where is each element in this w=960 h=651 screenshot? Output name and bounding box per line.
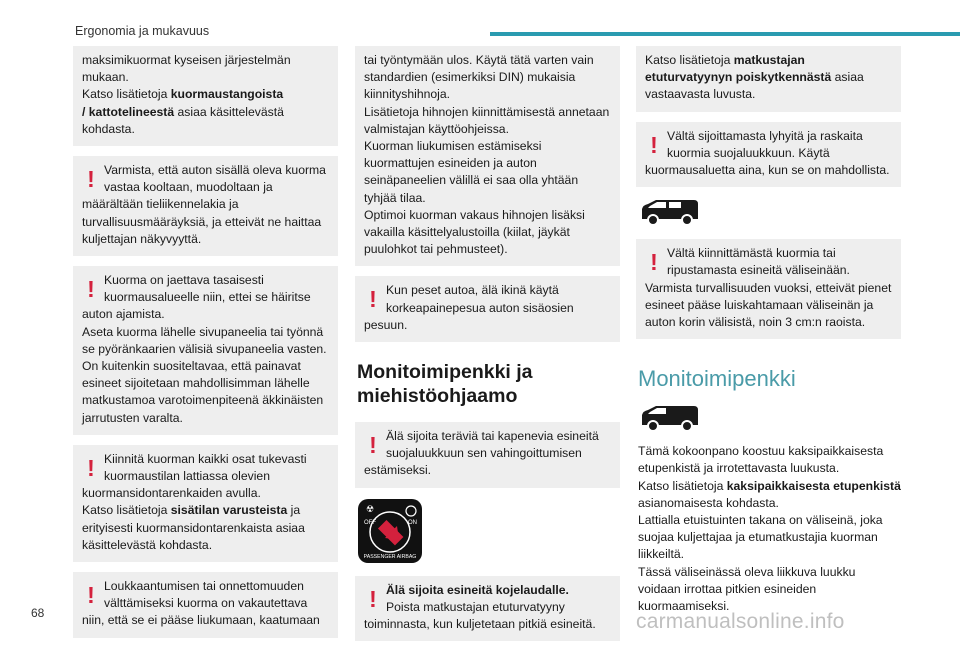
text: Katso lisätietoja — [638, 478, 727, 493]
paragraph: Lattialla etuistuinten takana on väliseinä, joka suojaa kuljettajaa ja etumatkustajia kuorman liikkeiltä. — [638, 513, 883, 562]
warning-text: Varmista turvallisuuden vuoksi, etteivät pienet esineet pääse luiskahtamaan väliseinän ja auton korin välisistä, noin 3 cm:n raoista. — [645, 280, 892, 330]
text: asiaa käsittelevästä — [174, 104, 284, 119]
van-icon — [638, 197, 901, 227]
warning-icon: ! — [369, 432, 377, 459]
page-number: 68 — [31, 606, 45, 620]
warning-text: Älä sijoita teräviä tai kapenevia esineitä suojaluukkuun sen vahingoittumisen estämiseksi. — [364, 429, 599, 478]
link-text-roof-rack: / kattotelineestä — [82, 104, 175, 119]
link-text-interior-fittings: sisätilan varusteista — [170, 503, 288, 518]
svg-text:☢: ☢ — [366, 503, 375, 514]
warning-box — [73, 572, 338, 638]
text: asianomaisesta kohdasta. — [638, 495, 779, 510]
link-text-front-bench: kaksipaikkaisesta etupenkistä — [726, 478, 901, 493]
warning-icon: ! — [87, 276, 95, 303]
info-box-intro — [73, 46, 338, 146]
warning-text: Kiinnitä kuorman kaikki osat tukevasti kuormaustilan lattiassa olevien kuormansidontarenkaiden avulla. — [82, 451, 307, 501]
text: Lisätietoja hihnojen kiinnittämisestä annetaan valmistajan käyttöohjeissa. — [364, 104, 610, 136]
header-accent-bar — [490, 32, 960, 36]
watermark: carmanualsonline.info — [636, 610, 845, 633]
warning-box — [73, 156, 338, 256]
warning-text: Kuorma on jaettava tasaisesti kuormausalueelle niin, ettei se häiritse auton ajamista. — [82, 273, 311, 322]
warning-box — [355, 276, 620, 342]
text: tai työntymään ulos. Käytä tätä varten vain standardien (esimerkiksi DIN) mukaisia kiinnityshihnoja. — [364, 53, 594, 102]
warning-text: Poista matkustajan etuturvatyyny toiminnasta, kun kuljetetaan pitkiä esineitä. — [364, 599, 596, 632]
text: kohdasta. — [82, 121, 135, 136]
warning-box — [636, 239, 901, 339]
warning-box — [636, 122, 901, 188]
warning-icon: ! — [87, 454, 95, 481]
page-header-title: Ergonomia ja mukavuus — [75, 24, 210, 38]
text: maksimikuormat kyseisen järjestelmän — [82, 53, 291, 67]
warning-text: Kun peset autoa, älä ikinä käytä korkeapainepesua auton sisäosien pesuun. — [364, 283, 574, 332]
warning-box — [355, 422, 620, 488]
warning-text: On kuitenkin suositeltavaa, että painavat esineet sijoitetaan mahdollisimman lähelle matkustamoa varotoimenpiteenä äkkinäisten jarrutusten varalta. — [82, 359, 324, 425]
paragraph: Tässä väliseinässä oleva liikkuva luukku voidaan irrottaa pitkien esineiden kuormaamiseksi. — [638, 564, 856, 614]
link-text-roof-bars: kuormaustangoista — [170, 87, 284, 102]
section-title: Monitoimipenkki — [638, 366, 796, 392]
text: mukaan. — [82, 70, 129, 85]
warning-icon: ! — [369, 585, 377, 612]
warning-icon: ! — [369, 286, 377, 313]
airbag-caption: PASSENGER AIRBAG — [363, 553, 417, 560]
text: ja erityisesti kuormansidontarenkaista asiaa käsittelevästä kohdasta. — [82, 503, 305, 552]
section-title: Monitoimipenkki ja miehistöohjaamo — [357, 361, 533, 408]
text: Kuorman liukumisen estämiseksi kuormattujen esineiden ja auton seinäpaneelien välillä ei saa olla yhtään tyhjää tilaa. — [364, 139, 579, 205]
warning-heading: Älä sijoita esineitä kojelaudalle. — [386, 582, 569, 597]
warning-box — [73, 445, 338, 562]
warning-box — [73, 266, 338, 435]
warning-icon: ! — [650, 131, 658, 158]
warning-text: Varmista, että auton sisällä oleva kuorma vastaa kooltaan, muodoltaan ja määrältään tieliikennelakia ja turvallisuusmääräyksiä, ja etteivät ne haittaa kuljettajan näkyvyyttä. — [82, 163, 326, 246]
airbag-off-label: OFF — [364, 519, 376, 526]
warning-icon: ! — [87, 582, 95, 609]
warning-text: Loukkaantumisen tai onnettomuuden välttämiseksi kuorma on vakautettava niin, että se ei pääse liukumaan, kaatumaan — [82, 579, 320, 628]
column-3 — [636, 46, 901, 615]
continuation-box — [355, 46, 620, 266]
text: Katso lisätietoja — [645, 53, 734, 67]
warning-text: Vältä kiinnittämästä kuormia tai ripustamasta esineitä väliseinään. — [667, 246, 850, 278]
airbag-on-label: ON — [408, 519, 417, 526]
column-1 — [73, 46, 338, 648]
text: Optimoi kuorman vakaus hihnojen lisäksi vakailla käsittelyalustoilla (kiilat, jäykät puulohkot tai pehmusteet). — [364, 207, 585, 257]
paragraph: Tämä kokoonpano koostuu kaksipaikkaisesta etupenkistä ja irrotettavasta luukusta. — [638, 444, 884, 476]
airbag-off-icon — [357, 498, 620, 564]
warning-text: Vältä sijoittamasta lyhyitä ja raskaita kuormia suojaluukkuun. Käytä kuormausaluetta aina, kun se on mahdollista. — [645, 128, 890, 178]
warning-box — [355, 576, 620, 642]
column-2 — [355, 46, 620, 651]
link-text-airbag: matkustajan etuturvatyynyn poiskytkennästä — [645, 53, 832, 85]
warning-text: Aseta kuorma lähelle sivupaneelia tai työnnä se pyöränkaarien välisiä sivupaneelia vasten. — [82, 324, 327, 356]
van-icon — [638, 403, 901, 433]
text: Katso lisätietoja — [82, 87, 171, 102]
info-box — [636, 46, 901, 112]
text: asiaa vastaavasta luvusta. — [645, 70, 864, 102]
text: Katso lisätietoja — [82, 503, 171, 518]
warning-icon: ! — [650, 249, 658, 276]
warning-icon: ! — [87, 166, 95, 193]
